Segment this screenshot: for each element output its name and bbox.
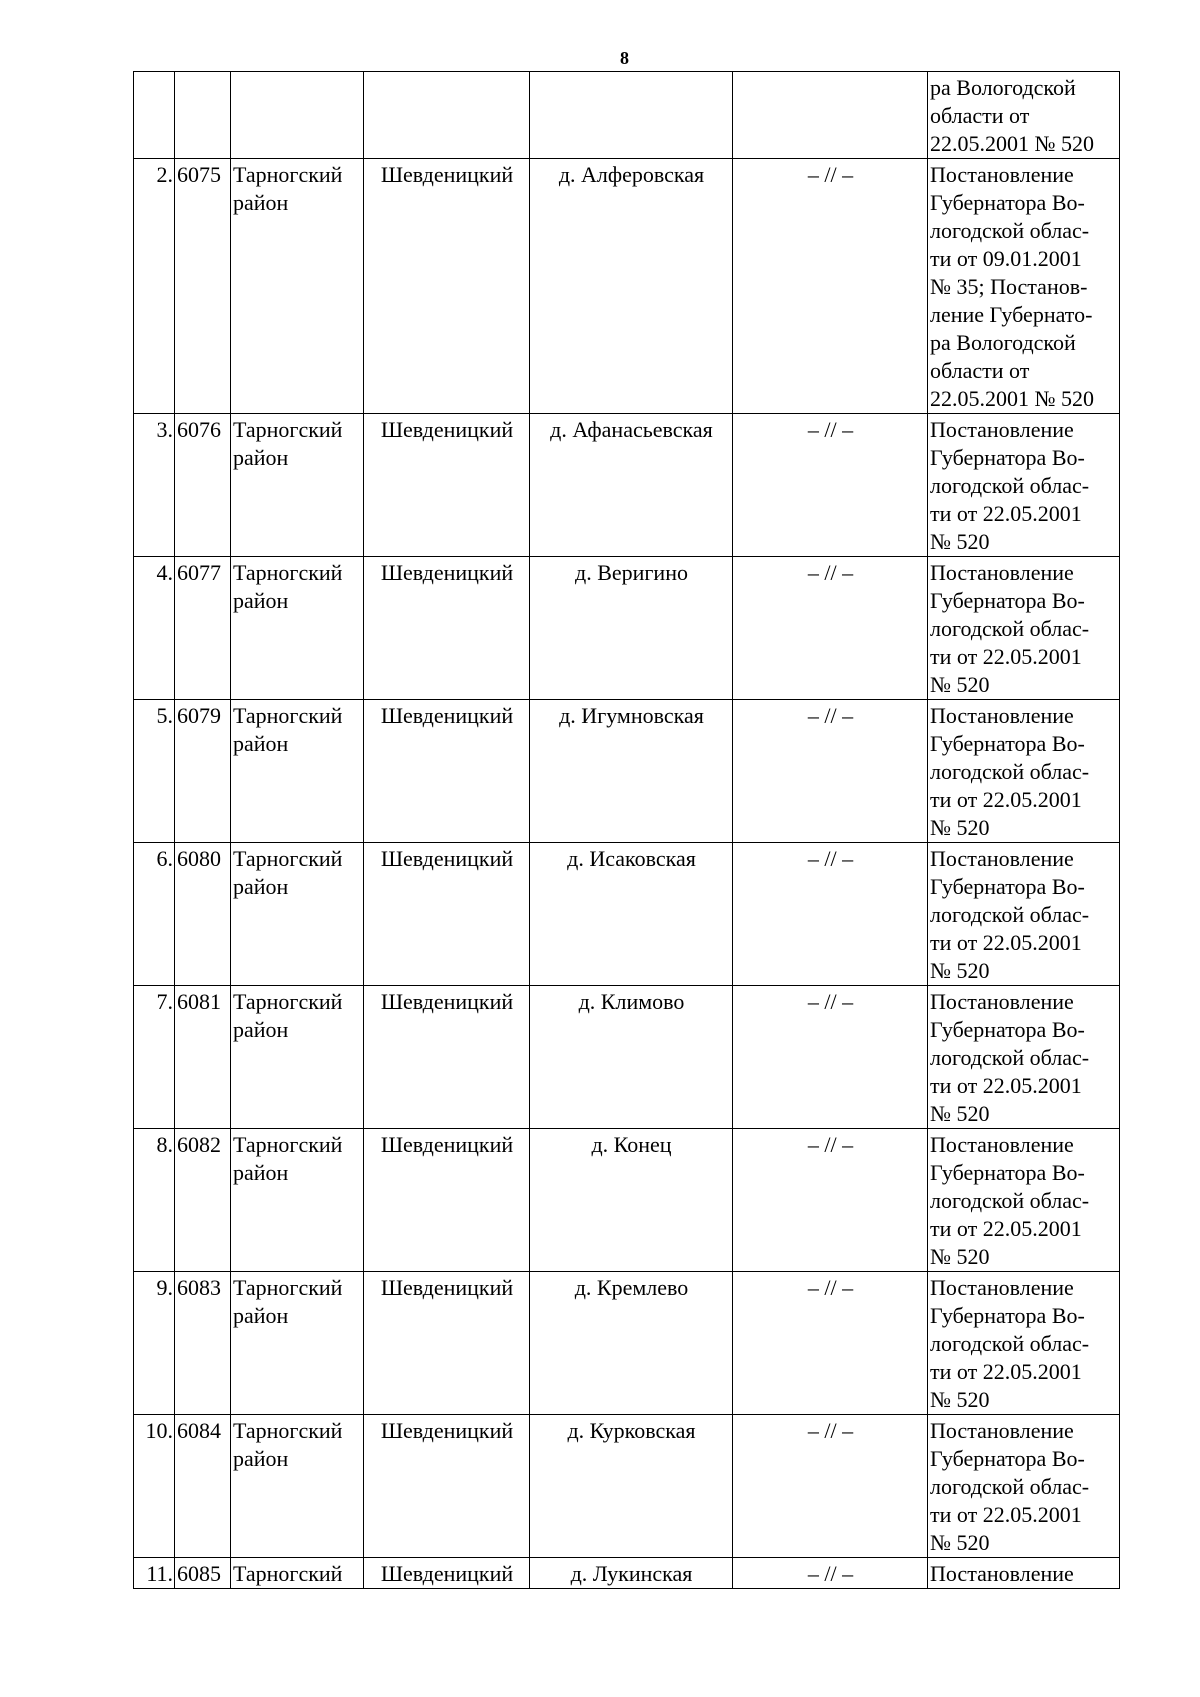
document-line: № 520 bbox=[930, 1244, 990, 1269]
district-line: Тарногский bbox=[233, 989, 343, 1014]
document-cell bbox=[928, 700, 1120, 843]
document-cell bbox=[928, 1415, 1120, 1558]
status-cell: – // – bbox=[733, 159, 928, 414]
document-line: № 520 bbox=[930, 1101, 990, 1126]
status-cell: – // – bbox=[733, 986, 928, 1129]
document-line: ти от 22.05.2001 bbox=[930, 1073, 1082, 1098]
object-code-cell: 6075 bbox=[175, 159, 231, 414]
document-line: логодской облас- bbox=[930, 759, 1090, 784]
district-line: район bbox=[233, 588, 289, 613]
village-cell: д. Игумновская bbox=[530, 700, 733, 843]
village-cell: д. Исаковская bbox=[530, 843, 733, 986]
document-line: ти от 22.05.2001 bbox=[930, 930, 1082, 955]
document-line: ти от 22.05.2001 bbox=[930, 787, 1082, 812]
document-line: № 35; Постанов- bbox=[930, 274, 1088, 299]
document-line: логодской облас- bbox=[930, 902, 1090, 927]
district-line: Тарногский bbox=[233, 1561, 343, 1586]
registry-table bbox=[133, 71, 1120, 1589]
row-number-cell: 10. bbox=[134, 1415, 175, 1558]
document-line: Губернатора Во- bbox=[930, 731, 1085, 756]
district-line: Тарногский bbox=[233, 162, 343, 187]
district-line: район bbox=[233, 1017, 289, 1042]
document-line: № 520 bbox=[930, 815, 990, 840]
document-cell bbox=[928, 72, 1120, 159]
object-code-cell: 6081 bbox=[175, 986, 231, 1129]
document-line: Губернатора Во- bbox=[930, 1017, 1085, 1042]
village-cell: д. Курковская bbox=[530, 1415, 733, 1558]
district-line: район bbox=[233, 445, 289, 470]
document-line: ление Губернато- bbox=[930, 302, 1093, 327]
object-code-cell: 6080 bbox=[175, 843, 231, 986]
village-cell bbox=[530, 72, 733, 159]
table-row bbox=[134, 1558, 1120, 1589]
district-line: Тарногский bbox=[233, 846, 343, 871]
district-line: Тарногский bbox=[233, 417, 343, 442]
village-cell: д. Кремлево bbox=[530, 1272, 733, 1415]
council-cell: Шевденицкий bbox=[364, 557, 530, 700]
status-cell: – // – bbox=[733, 414, 928, 557]
council-cell: Шевденицкий bbox=[364, 843, 530, 986]
row-number-cell: 4. bbox=[134, 557, 175, 700]
document-line: № 520 bbox=[930, 1530, 990, 1555]
district-cell bbox=[231, 1272, 364, 1415]
district-line: район bbox=[233, 731, 289, 756]
document-line: логодской облас- bbox=[930, 473, 1090, 498]
status-cell: – // – bbox=[733, 557, 928, 700]
document-cell bbox=[928, 159, 1120, 414]
document-line: Губернатора Во- bbox=[930, 588, 1085, 613]
village-cell: д. Веригино bbox=[530, 557, 733, 700]
district-cell bbox=[231, 1558, 364, 1589]
status-cell: – // – bbox=[733, 1272, 928, 1415]
document-line: области от bbox=[930, 103, 1030, 128]
district-line: район bbox=[233, 1446, 289, 1471]
document-line: ти от 22.05.2001 bbox=[930, 1359, 1082, 1384]
document-line: Постановление bbox=[930, 1561, 1074, 1586]
document-line: 22.05.2001 № 520 bbox=[930, 386, 1094, 411]
document-line: № 520 bbox=[930, 672, 990, 697]
document-line: Постановление bbox=[930, 162, 1074, 187]
table-row bbox=[134, 159, 1120, 414]
document-cell bbox=[928, 1129, 1120, 1272]
table-row bbox=[134, 557, 1120, 700]
row-number-cell: 6. bbox=[134, 843, 175, 986]
table-row bbox=[134, 843, 1120, 986]
document-cell bbox=[928, 1272, 1120, 1415]
district-line: район bbox=[233, 1303, 289, 1328]
document-line: Губернатора Во- bbox=[930, 190, 1085, 215]
document-line: логодской облас- bbox=[930, 1331, 1090, 1356]
council-cell: Шевденицкий bbox=[364, 986, 530, 1129]
document-line: ти от 22.05.2001 bbox=[930, 1502, 1082, 1527]
district-line: Тарногский bbox=[233, 1275, 343, 1300]
table-row bbox=[134, 1415, 1120, 1558]
object-code-cell: 6084 bbox=[175, 1415, 231, 1558]
document-line: логодской облас- bbox=[930, 218, 1090, 243]
council-cell: Шевденицкий bbox=[364, 700, 530, 843]
village-cell: д. Алферовская bbox=[530, 159, 733, 414]
document-line: Губернатора Во- bbox=[930, 1303, 1085, 1328]
row-number-cell: 2. bbox=[134, 159, 175, 414]
document-line: ти от 22.05.2001 bbox=[930, 501, 1082, 526]
district-line: Тарногский bbox=[233, 1418, 343, 1443]
row-number-cell: 8. bbox=[134, 1129, 175, 1272]
table-row bbox=[134, 72, 1120, 159]
row-number-cell: 5. bbox=[134, 700, 175, 843]
object-code-cell bbox=[175, 72, 231, 159]
district-cell bbox=[231, 414, 364, 557]
district-cell bbox=[231, 700, 364, 843]
council-cell: Шевденицкий bbox=[364, 414, 530, 557]
object-code-cell: 6079 bbox=[175, 700, 231, 843]
document-line: ти от 22.05.2001 bbox=[930, 644, 1082, 669]
document-line: логодской облас- bbox=[930, 1188, 1090, 1213]
district-line: район bbox=[233, 190, 289, 215]
document-line: Постановление bbox=[930, 1132, 1074, 1157]
page-number: 8 bbox=[620, 48, 629, 68]
document-line: Постановление bbox=[930, 417, 1074, 442]
object-code-cell: 6083 bbox=[175, 1272, 231, 1415]
district-cell bbox=[231, 1129, 364, 1272]
document-cell bbox=[928, 1558, 1120, 1589]
document-line: Губернатора Во- bbox=[930, 874, 1085, 899]
council-cell: Шевденицкий bbox=[364, 1558, 530, 1589]
document-line: Постановление bbox=[930, 989, 1074, 1014]
status-cell: – // – bbox=[733, 843, 928, 986]
document-cell bbox=[928, 414, 1120, 557]
district-line: Тарногский bbox=[233, 1132, 343, 1157]
document-line: Губернатора Во- bbox=[930, 1446, 1085, 1471]
council-cell: Шевденицкий bbox=[364, 1272, 530, 1415]
object-code-cell: 6085 bbox=[175, 1558, 231, 1589]
table-row bbox=[134, 1272, 1120, 1415]
document-line: 22.05.2001 № 520 bbox=[930, 131, 1094, 156]
status-cell: – // – bbox=[733, 1129, 928, 1272]
district-cell bbox=[231, 843, 364, 986]
document-line: логодской облас- bbox=[930, 616, 1090, 641]
district-cell bbox=[231, 557, 364, 700]
district-cell bbox=[231, 986, 364, 1129]
council-cell: Шевденицкий bbox=[364, 1129, 530, 1272]
village-cell: д. Конец bbox=[530, 1129, 733, 1272]
council-cell: Шевденицкий bbox=[364, 159, 530, 414]
row-number-cell: 7. bbox=[134, 986, 175, 1129]
village-cell: д. Лукинская bbox=[530, 1558, 733, 1589]
status-cell: – // – bbox=[733, 700, 928, 843]
table-row bbox=[134, 1129, 1120, 1272]
document-line: области от bbox=[930, 358, 1030, 383]
document-line: № 520 bbox=[930, 958, 990, 983]
council-cell bbox=[364, 72, 530, 159]
document-line: ти от 09.01.2001 bbox=[930, 246, 1082, 271]
document-line: Постановление bbox=[930, 846, 1074, 871]
document-line: Постановление bbox=[930, 1418, 1074, 1443]
document-line: № 520 bbox=[930, 1387, 990, 1412]
document-line: логодской облас- bbox=[930, 1474, 1090, 1499]
district-cell bbox=[231, 72, 364, 159]
district-line: район bbox=[233, 1160, 289, 1185]
document-line: Губернатора Во- bbox=[930, 1160, 1085, 1185]
document-line: Постановление bbox=[930, 560, 1074, 585]
document-line: Постановление bbox=[930, 1275, 1074, 1300]
row-number-cell bbox=[134, 72, 175, 159]
status-cell: – // – bbox=[733, 1558, 928, 1589]
village-cell: д. Афанасьевская bbox=[530, 414, 733, 557]
row-number-cell: 11. bbox=[134, 1558, 175, 1589]
document-line: Постановление bbox=[930, 703, 1074, 728]
council-cell: Шевденицкий bbox=[364, 1415, 530, 1558]
object-code-cell: 6077 bbox=[175, 557, 231, 700]
document-line: № 520 bbox=[930, 529, 990, 554]
document-line: Губернатора Во- bbox=[930, 445, 1085, 470]
village-cell: д. Климово bbox=[530, 986, 733, 1129]
table-row bbox=[134, 986, 1120, 1129]
row-number-cell: 3. bbox=[134, 414, 175, 557]
document-line: ра Вологодской bbox=[930, 75, 1076, 100]
table-row bbox=[134, 700, 1120, 843]
document-line: ти от 22.05.2001 bbox=[930, 1216, 1082, 1241]
document-line: ра Вологодской bbox=[930, 330, 1076, 355]
district-line: район bbox=[233, 874, 289, 899]
document-cell bbox=[928, 986, 1120, 1129]
object-code-cell: 6076 bbox=[175, 414, 231, 557]
table-row bbox=[134, 414, 1120, 557]
status-cell: – // – bbox=[733, 1415, 928, 1558]
document-cell bbox=[928, 843, 1120, 986]
object-code-cell: 6082 bbox=[175, 1129, 231, 1272]
district-line: Тарногский bbox=[233, 703, 343, 728]
district-cell bbox=[231, 1415, 364, 1558]
status-cell bbox=[733, 72, 928, 159]
document-cell bbox=[928, 557, 1120, 700]
document-line: логодской облас- bbox=[930, 1045, 1090, 1070]
row-number-cell: 9. bbox=[134, 1272, 175, 1415]
district-line: Тарногский bbox=[233, 560, 343, 585]
district-cell bbox=[231, 159, 364, 414]
